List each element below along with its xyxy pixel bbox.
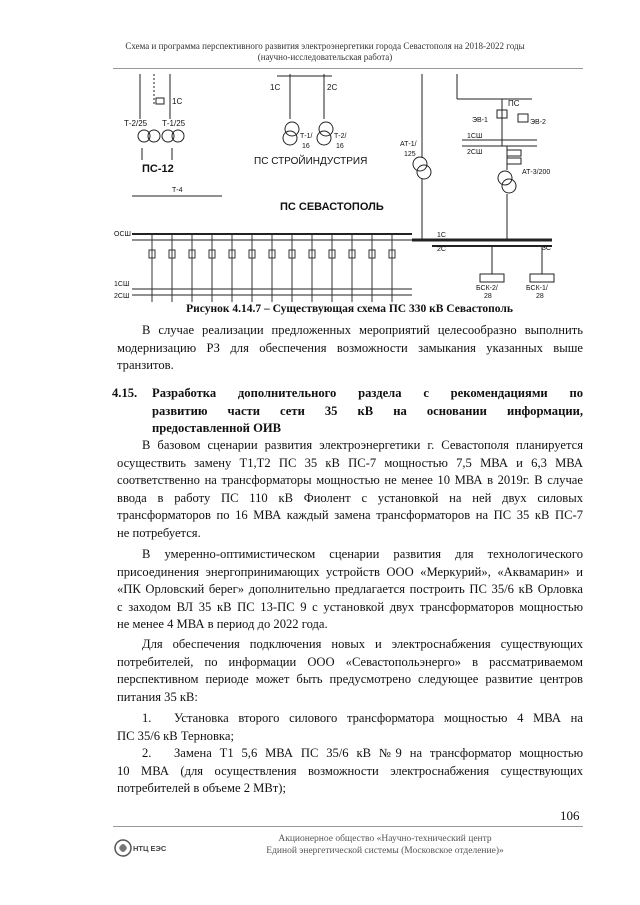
paragraph-2-line-1: В базовом сценарии развития электроэнергетики г. Севастополя планируется	[142, 438, 583, 452]
paragraph-4	[117, 636, 583, 706]
paragraph-2-line-4: ввода в работу ПС 110 кВ Фиолент с установкой на ней двух силовых	[117, 490, 583, 505]
label-2sh-bottom: 2СШ	[114, 293, 130, 300]
paragraph-3	[117, 546, 583, 634]
footer-line-1: Акционерное общество «Научно-технический центр	[278, 834, 492, 844]
list-item-line: 10 МВА (для осуществления возможности электроснабжения существующих	[117, 763, 583, 778]
paragraph-3-line-1: В умеренно-оптимистическом сценарии развития для технологического	[142, 547, 583, 561]
paragraph-1-line-2: модернизацию РЗ для обеспечения возможности замыкания указанных выше	[117, 340, 583, 355]
feeder-bays	[149, 234, 395, 302]
paragraph-2-line-6: не потребуется.	[117, 525, 201, 540]
label-ps-stroy: ПС СТРОЙИНДУСТРИЯ	[254, 156, 368, 167]
footer-line-2: Единой энергетической системы (Московское отделение)»	[266, 846, 504, 856]
label-eb1: ЭВ-1	[472, 117, 488, 124]
label-ps12: ПС-12	[142, 163, 174, 175]
header-subtitle: (научно-исследовательская работа)	[257, 52, 393, 62]
paragraph-4-line-1: Для обеспечения подключения новых и электроснабжения существующих	[142, 637, 583, 651]
autotransformer-at1	[400, 74, 431, 239]
label-1sh: 1СШ	[467, 133, 483, 140]
paragraph-1-line-1: В случае реализации предложенных мероприятий целесообразно выполнить	[142, 323, 583, 337]
paragraph-3-line-3: «ПК Орловский берег» дополнительно предлагается построить ПС 35/6 кВ Орловка	[117, 582, 583, 597]
ps-stroyindustriya-block	[254, 74, 367, 167]
paragraph-4-line-4: питания 35 кВ:	[117, 689, 198, 704]
paragraph-4-line-2: потребителей, по информации ООО «Севастопольэнерго» в рассматриваемом	[117, 654, 583, 669]
paragraph-3-line-2: присоединения энергопринимающих устройств ООО «Меркурий», «Аквамарин» и	[117, 564, 583, 579]
right-switchgear	[457, 74, 550, 239]
label-125: 125	[404, 151, 416, 158]
ps12-block	[124, 74, 186, 175]
label-t1: Т-1/25	[162, 119, 186, 128]
label-16b: 16	[336, 143, 344, 150]
label-at3: АТ-3/200	[522, 169, 551, 176]
label-ps-sevastopol: ПС СЕВАСТОПОЛЬ	[280, 201, 384, 213]
list-item-line: ПС 35/6 кВ Терновка;	[117, 728, 234, 743]
label-1c-c: 1С	[437, 232, 446, 239]
label-t1-small: Т-1/	[300, 133, 313, 140]
paragraph-1	[117, 322, 583, 375]
label-3c: 3С	[542, 245, 551, 252]
label-t2-small: Т-2/	[334, 133, 347, 140]
figure-caption: Рисунок 4.14.7 – Существующая схема ПС 330 кВ Севастополь	[186, 303, 513, 315]
page-number: 106	[560, 808, 580, 823]
label-bsk1: БСК-1/	[526, 285, 548, 292]
list-item-line: Установка второго силового трансформатора мощностью 4 МВА на	[174, 711, 583, 725]
label-at1: АТ-1/	[400, 141, 417, 148]
list-item-line: Замена Т1 5,6 МВА ПС 35/6 кВ №9 на трансформатор мощностью	[174, 746, 583, 760]
paragraph-4-line-3: перспективном периоде может быть предусмотрено следующее развитие центров	[117, 672, 583, 687]
list-item-number: 2.	[142, 746, 152, 760]
label-ps-right: ПС	[508, 99, 520, 108]
list-item	[117, 745, 583, 799]
svg-text:НТЦ ЕЭС: НТЦ ЕЭС	[133, 844, 167, 853]
label-osh: ОСШ	[114, 231, 131, 238]
label-1c-a: 1С	[172, 97, 183, 106]
section-number: 4.15.	[112, 386, 138, 400]
section-title-line-1: Разработка дополнительного раздела с рекомендациями по	[152, 386, 583, 400]
footer-divider	[113, 826, 583, 827]
header-title: Схема и программа перспективного развития электроэнергетики города Севастополя на 2018-2022 годы	[125, 41, 525, 51]
paragraph-2-line-5: трансформаторов по 16 МВА каждый замена трансформаторов на ПС 35 кВ ПС-7	[117, 508, 583, 523]
section-title-line-2: развитию части сети 35 кВ на основании информации,	[152, 403, 583, 418]
paragraph-3-line-4: с заходом ВЛ 35 кВ ПС 13-ПС 9 с установкой двух трансформаторов мощностью	[117, 599, 583, 614]
label-2c-c: 2С	[437, 246, 446, 253]
label-eb2: ЭВ-2	[530, 119, 546, 126]
list-item-line: потребителей в объеме 2 МВт);	[117, 781, 286, 796]
paragraph-2-line-3: соответственно на трансформаторы мощностью не менее 10 МВА в 2019г. В случае	[117, 473, 583, 488]
paragraph-2-line-2: осуществить замену Т1,Т2 ПС 35 кВ ПС-7 мощностью 7,5 МВА и 6,3 МВА	[117, 455, 583, 470]
capacitor-banks	[476, 246, 554, 300]
paragraph-2	[117, 437, 583, 543]
label-2sh: 2СШ	[467, 149, 483, 156]
label-28a: 28	[484, 293, 492, 300]
label-1c-b: 1С	[270, 83, 281, 92]
paragraph-3-line-5: не менее 4 МВА в период до 2022 года.	[117, 617, 328, 632]
label-2c: 2С	[327, 83, 338, 92]
label-t4: Т-4	[172, 187, 183, 194]
header-divider	[113, 68, 583, 69]
substation-schematic	[112, 74, 587, 314]
label-1sh-bottom: 1СШ	[114, 281, 130, 288]
section-title-line-3: предоставленной ОИВ	[152, 421, 282, 436]
label-28b: 28	[536, 293, 544, 300]
label-bsk2: БСК-2/	[476, 285, 498, 292]
label-16a: 16	[302, 143, 310, 150]
list-item	[117, 710, 583, 746]
list-item-number: 1.	[142, 711, 152, 725]
label-t2: Т-2/25	[124, 119, 148, 128]
paragraph-1-line-3: транзитов.	[117, 358, 174, 373]
company-logo	[113, 831, 173, 865]
